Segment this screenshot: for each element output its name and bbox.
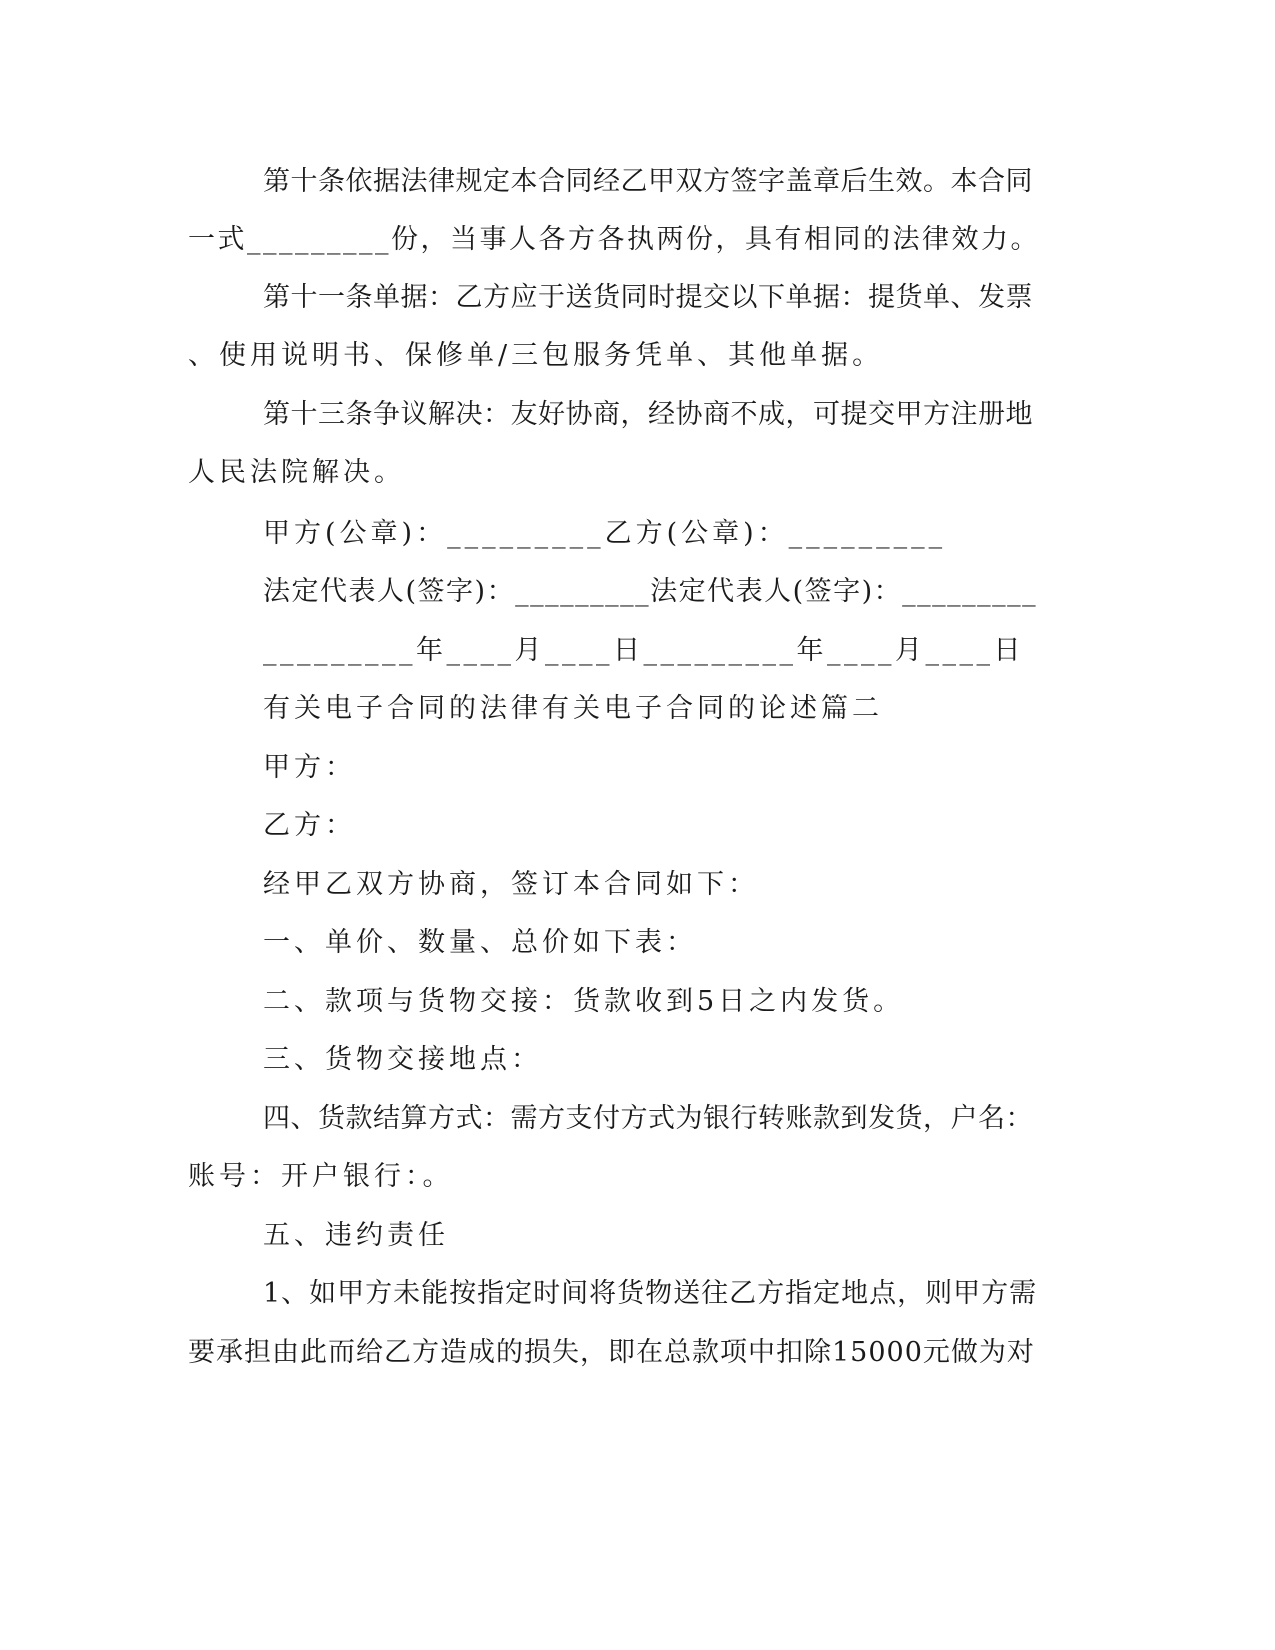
party-b-line: 乙方： — [263, 810, 356, 841]
paragraph-article-13-line-2: 人民法院解决。 — [188, 457, 405, 488]
section-heading: 有关电子合同的法律有关电子合同的论述篇二 — [263, 693, 883, 724]
clause-5-heading: 五、违约责任 — [263, 1220, 449, 1251]
signature-date-line: _________年____月____日_________年____月____日 — [263, 635, 1024, 666]
clause-5-item-1-line-1: 1、如甲方未能按指定时间将货物送往乙方指定地点，则甲方需 — [263, 1278, 1038, 1309]
party-a-line: 甲方： — [263, 752, 356, 783]
clause-5-item-1-line-2: 要承担由此而给乙方造成的损失，即在总款项中扣除15000元做为对 — [188, 1337, 1035, 1368]
signature-seal-line: 甲方(公章)：_________乙方(公章)：_________ — [263, 518, 947, 549]
paragraph-article-11-line-1: 第十一条单据：乙方应于送货同时提交以下单据：提货单、发票 — [263, 282, 1033, 313]
clause-4-line-1: 四、货款结算方式：需方支付方式为银行转账款到发货，户名： — [263, 1103, 1033, 1134]
paragraph-article-13-line-1: 第十三条争议解决：友好协商，经协商不成，可提交甲方注册地 — [263, 399, 1033, 430]
paragraph-article-11-line-2: 、使用说明书、保修单/三包服务凭单、其他单据。 — [188, 340, 884, 371]
clause-4-line-2: 账号：开户银行：。 — [188, 1161, 454, 1192]
clause-2: 二、款项与货物交接：货款收到5日之内发货。 — [263, 986, 905, 1017]
clause-1: 一、单价、数量、总价如下表： — [263, 927, 697, 958]
paragraph-article-10-line-2: 一式_________份，当事人各方各执两份，具有相同的法律效力。 — [188, 224, 1040, 255]
clause-3: 三、货物交接地点： — [263, 1044, 542, 1075]
paragraph-article-10-line-1: 第十条依据法律规定本合同经乙甲双方签字盖章后生效。本合同 — [263, 166, 1033, 197]
agreement-intro: 经甲乙双方协商，签订本合同如下： — [263, 869, 759, 900]
signature-representative-line: 法定代表人(签字)：_________法定代表人(签字)：_________ — [263, 576, 1038, 607]
